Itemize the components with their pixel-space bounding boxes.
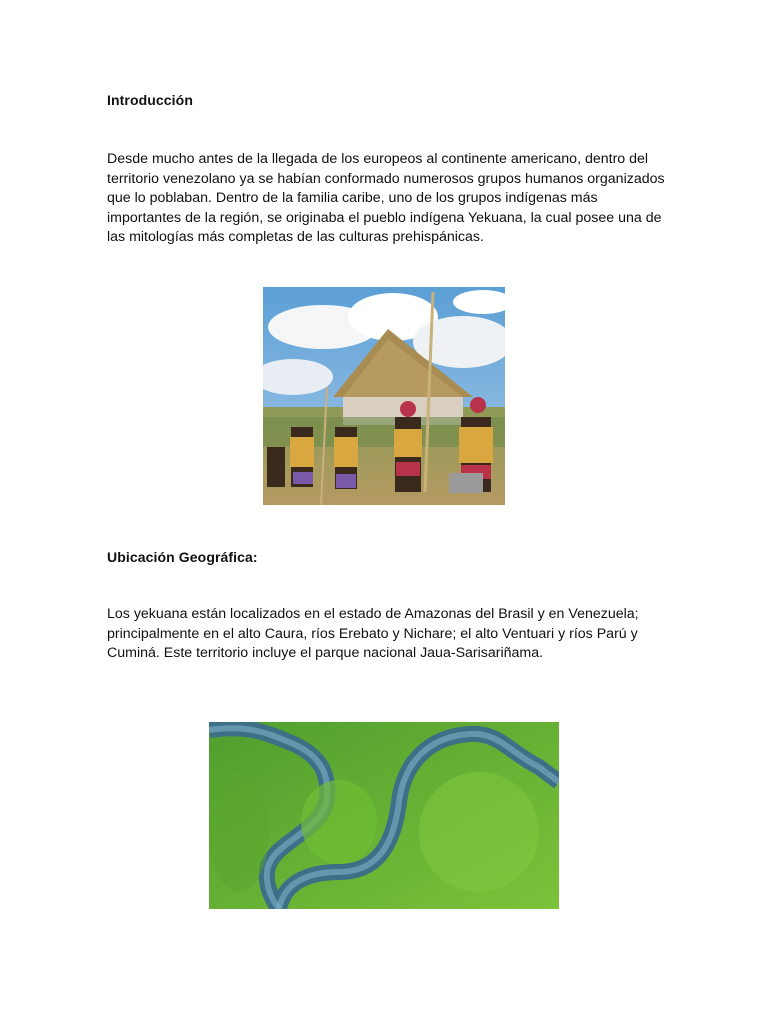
intro-heading: Introducción bbox=[107, 92, 193, 108]
intro-paragraph: Desde mucho antes de la llegada de los europeos al continente americano, dentro del territorio venezolano ya se habían conformado numerosos grupos humanos organizados que lo poblaban. Dentro de la familia caribe, uno de los grupos indígenas más importantes de la región, se originaba el pueblo indígena Yekuana, la cual posee una de las mitologías más completas de las culturas prehispánicas. bbox=[107, 151, 665, 246]
geography-heading: Ubicación Geográfica: bbox=[107, 549, 258, 565]
geography-paragraph: Los yekuana están localizados en el estado de Amazonas del Brasil y en Venezuela; principalmente en el alto Caura, ríos Erebato y Nichare; el alto Ventuari y ríos Parú y Cuminá. Este territorio incluye el parque nacional Jaua-Sarisariñama. bbox=[107, 606, 639, 662]
amazon-river-photo bbox=[209, 722, 559, 909]
yekuana-people-photo bbox=[263, 287, 505, 505]
